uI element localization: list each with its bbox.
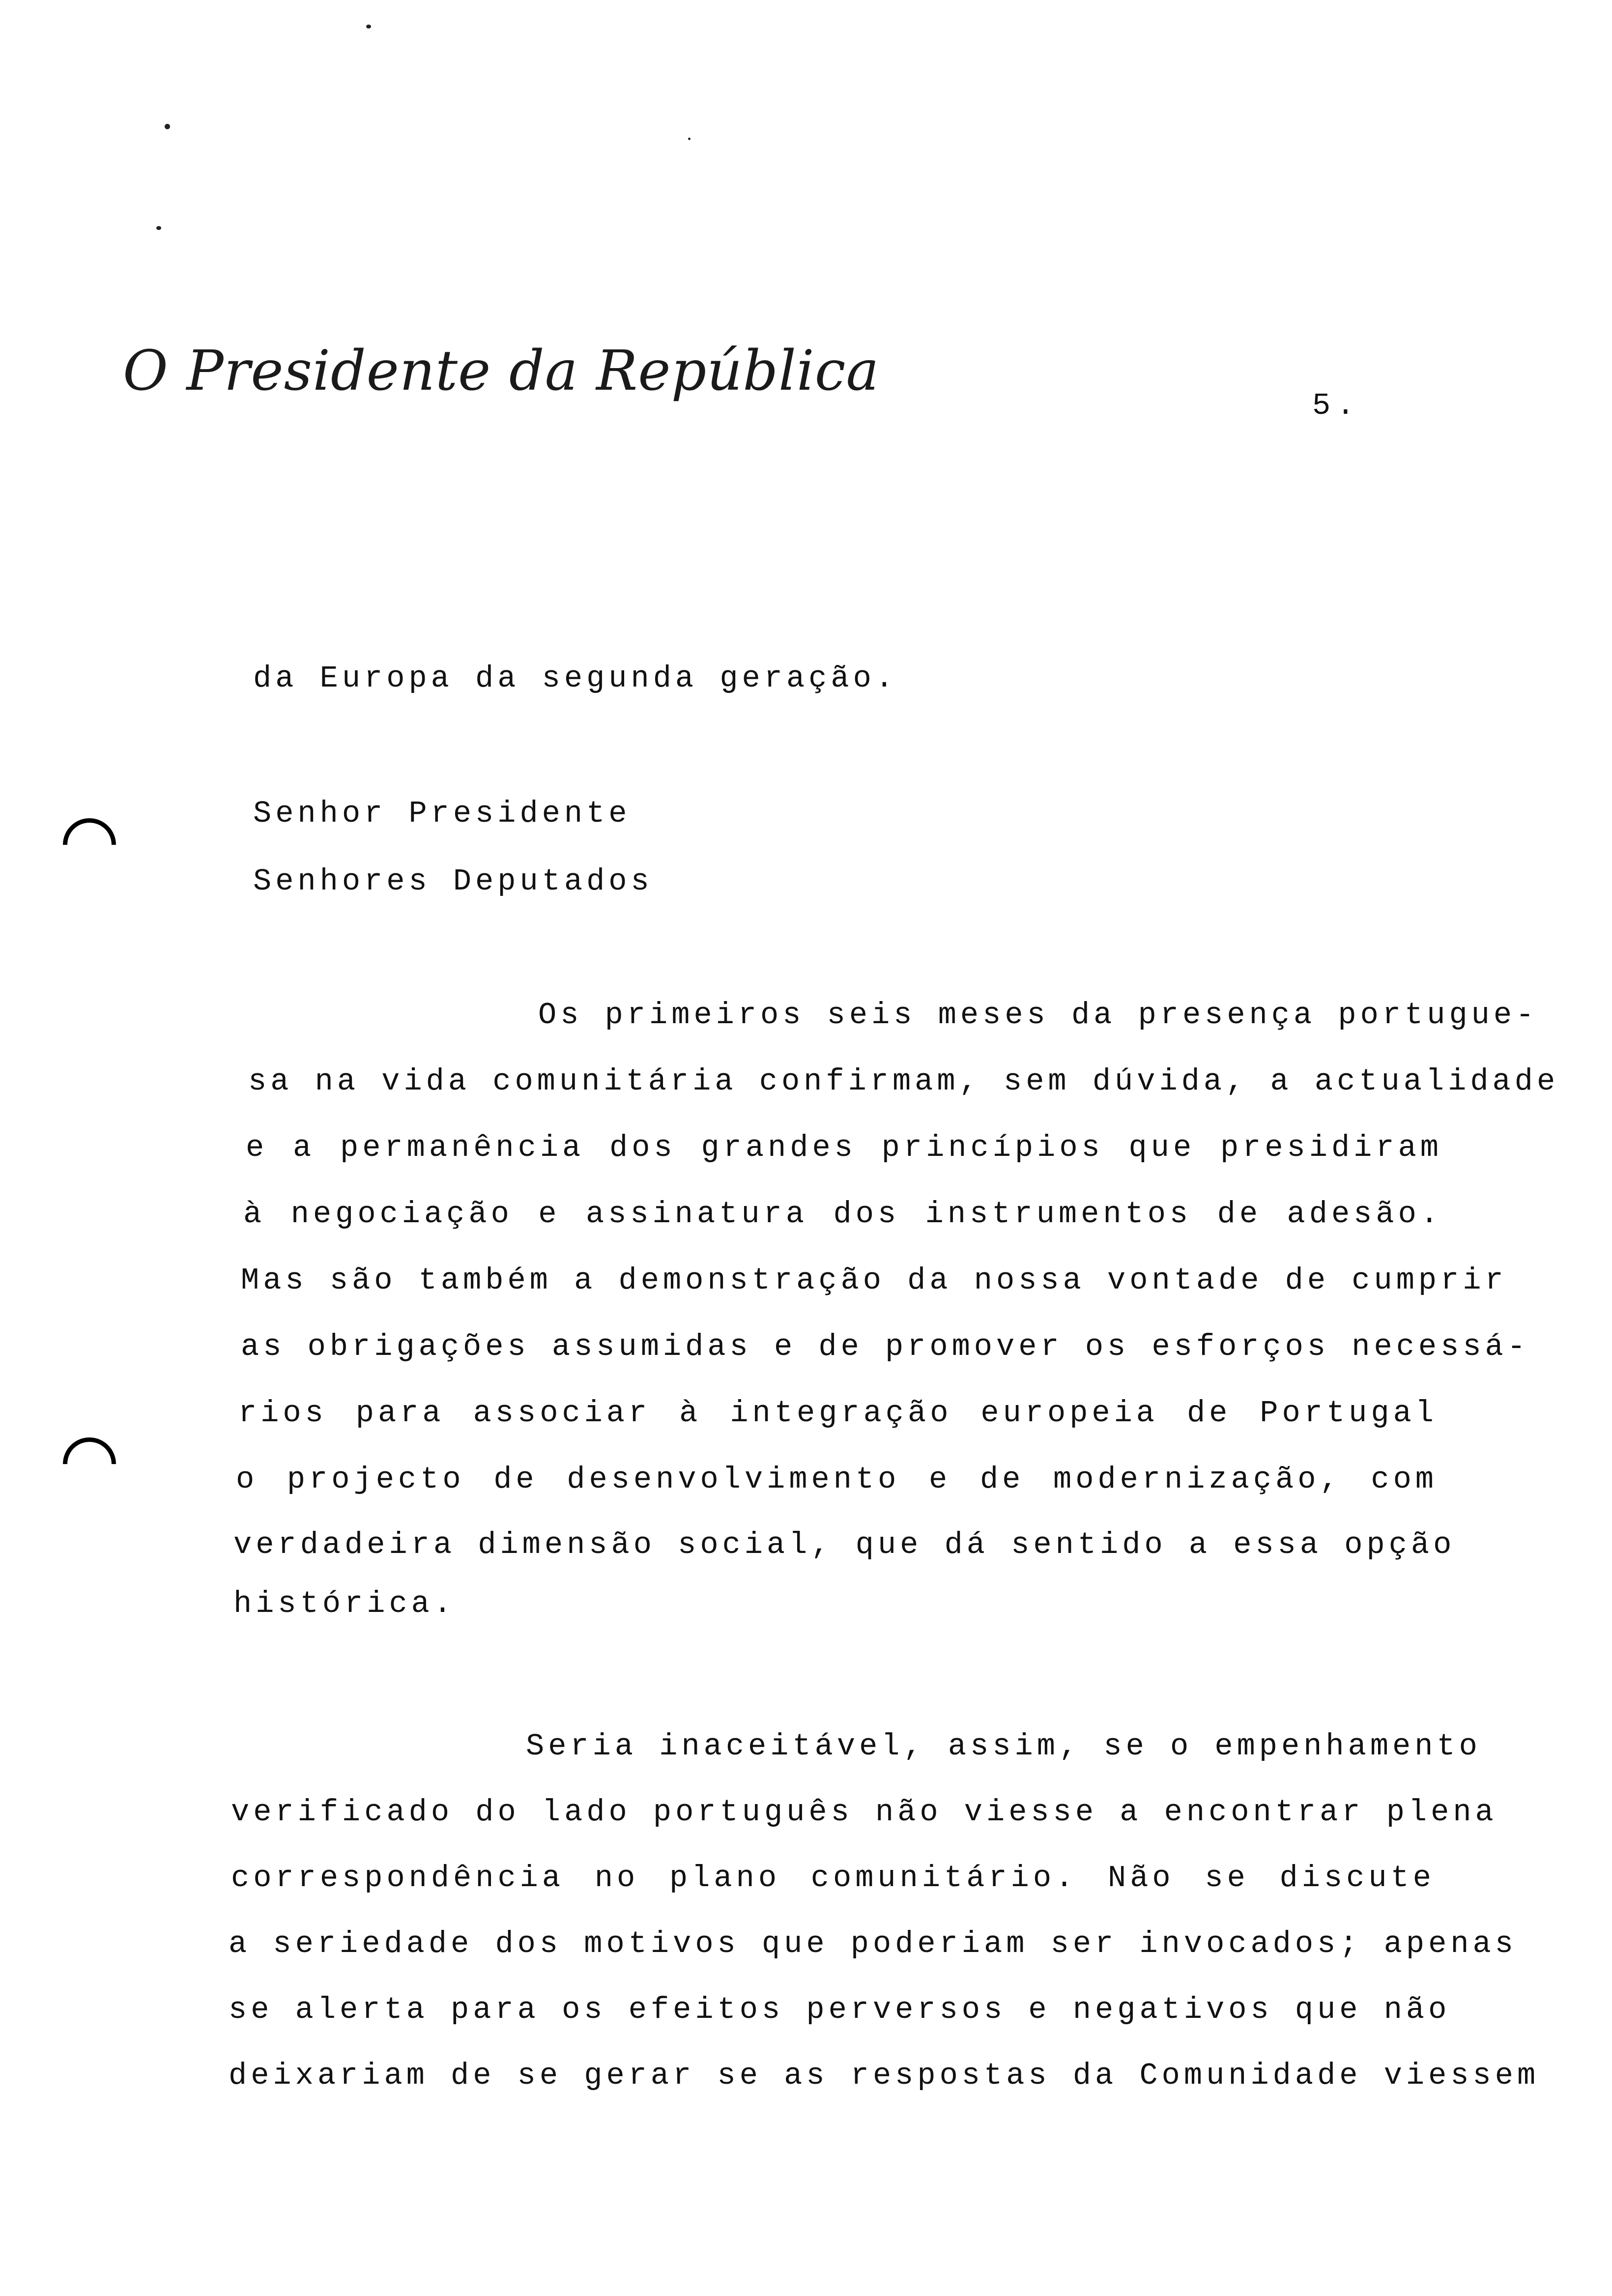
paragraph-line: sa na vida comunitária confirmam, sem dúvida, a actualidade [248,1064,1559,1099]
paragraph-line: histórica. [233,1586,456,1621]
paragraph-line: Seria inaceitável, assim, se o empenhamento [526,1729,1481,1764]
paragraph-line: Mas são também a demonstração da nossa vontade de cumprir [241,1263,1507,1298]
salutation-line: Senhor Presidente [253,796,631,831]
page-number: 5. [1312,388,1361,423]
letterhead-title: O Presidente da República [123,339,880,403]
paragraph-line: as obrigações assumidas e de promover os esforços necessá- [241,1329,1529,1364]
paragraph-line: a seriedade dos motivos que poderiam ser invocados; apenas [229,1926,1517,1961]
scan-speck [688,138,691,140]
paragraph-line: correspondência no plano comunitário. Não se discute [231,1861,1435,1895]
paragraph-line: à negociação e assinatura dos instrumentos de adesão. [243,1197,1442,1232]
paragraph-line: e a permanência dos grandes princípios que presidiram [246,1130,1442,1165]
scan-speck [165,124,170,129]
punch-hole-mark [52,807,127,883]
paragraph-line: Os primeiros seis meses da presença portugue- [538,998,1538,1033]
paragraph-line: verificado do lado português não viesse a encontrar plena [231,1795,1497,1830]
paragraph-line: o projecto de desenvolvimento e de modernização, com [236,1462,1438,1497]
paragraph-line: verdadeira dimensão social, que dá sentido a essa opção [233,1527,1456,1562]
paragraph-line: se alerta para os efeitos perversos e negativos que não [229,1992,1451,2027]
scan-speck [366,25,371,29]
punch-hole-mark [52,1427,127,1502]
opening-line: da Europa da segunda geração. [253,661,897,696]
paragraph-line: rios para associar à integração europeia de Portugal [238,1396,1438,1431]
salutation-line: Senhores Deputados [253,864,653,899]
paragraph-line: deixariam de se gerar se as respostas da Comunidade viessem [229,2058,1540,2093]
scan-speck [156,226,161,230]
